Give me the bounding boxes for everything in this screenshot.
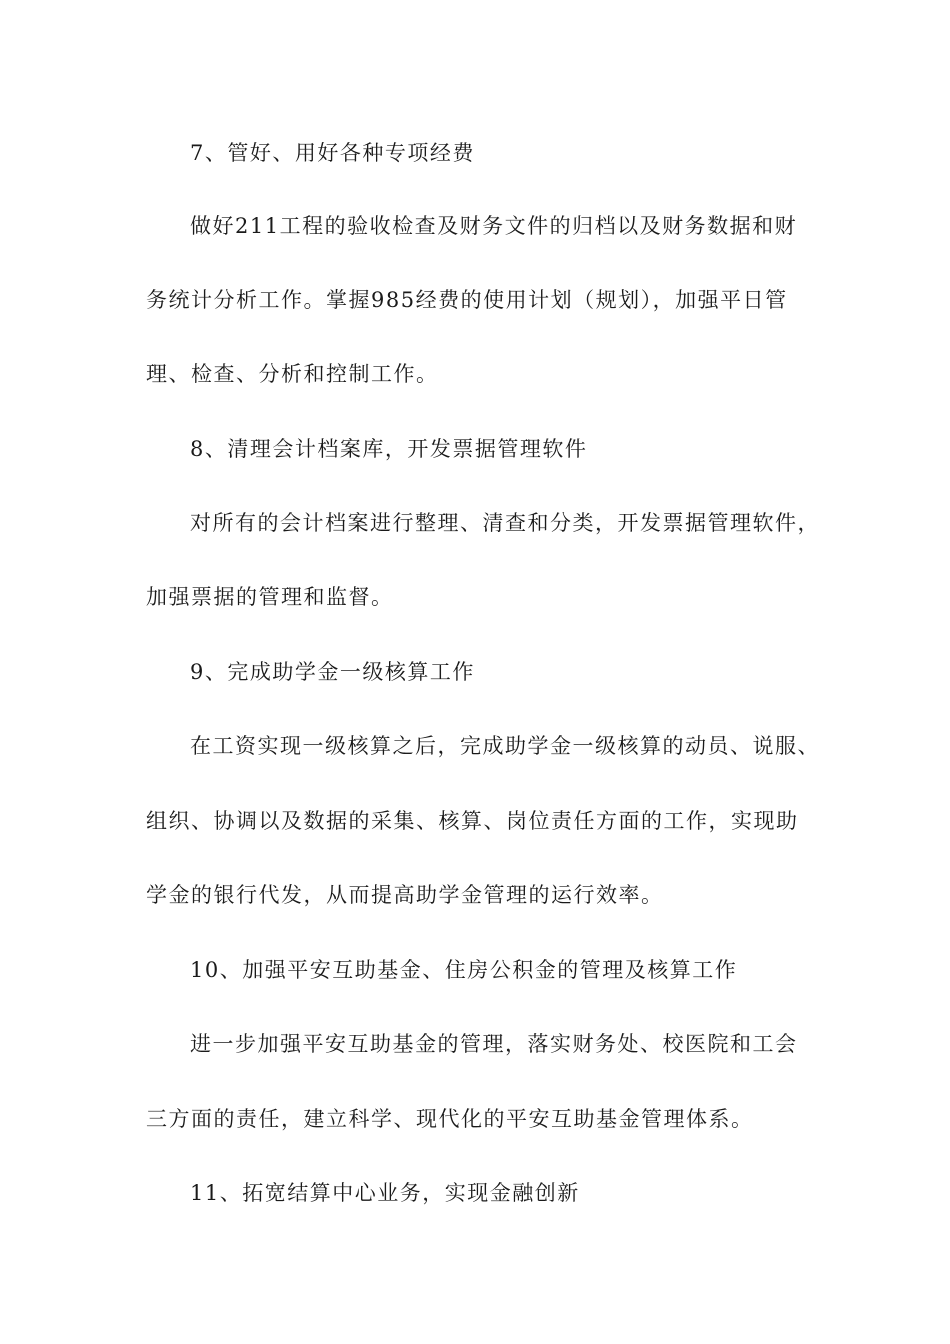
heading-7: 7、管好、用好各种专项经费 — [190, 141, 475, 165]
heading-10: 10、加强平安互助基金、住房公积金的管理及核算工作 — [190, 958, 738, 982]
paragraph-line: 学金的银行代发，从而提高助学金管理的运行效率。 — [146, 883, 664, 907]
paragraph-line: 对所有的会计档案进行整理、清查和分类，开发票据管理软件， — [190, 511, 820, 535]
paragraph-line: 进一步加强平安互助基金的管理，落实财务处、校医院和工会 — [190, 1032, 798, 1056]
paragraph-line: 加强票据的管理和监督。 — [146, 585, 394, 609]
paragraph-line: 组织、协调以及数据的采集、核算、岗位责任方面的工作，实现助 — [146, 809, 799, 833]
heading-8: 8、清理会计档案库，开发票据管理软件 — [190, 437, 588, 461]
paragraph-line: 三方面的责任，建立科学、现代化的平安互助基金管理体系。 — [146, 1107, 754, 1131]
heading-11: 11、拓宽结算中心业务，实现金融创新 — [190, 1181, 580, 1205]
paragraph-line: 理、检查、分析和控制工作。 — [146, 362, 439, 386]
paragraph-line: 做好211工程的验收检查及财务文件的归档以及财务数据和财 — [190, 214, 798, 238]
paragraph-line: 务统计分析工作。掌握985经费的使用计划（规划），加强平日管 — [146, 288, 788, 312]
paragraph-line: 在工资实现一级核算之后，完成助学金一级核算的动员、说服、 — [190, 734, 820, 758]
heading-9: 9、完成助学金一级核算工作 — [190, 660, 475, 684]
